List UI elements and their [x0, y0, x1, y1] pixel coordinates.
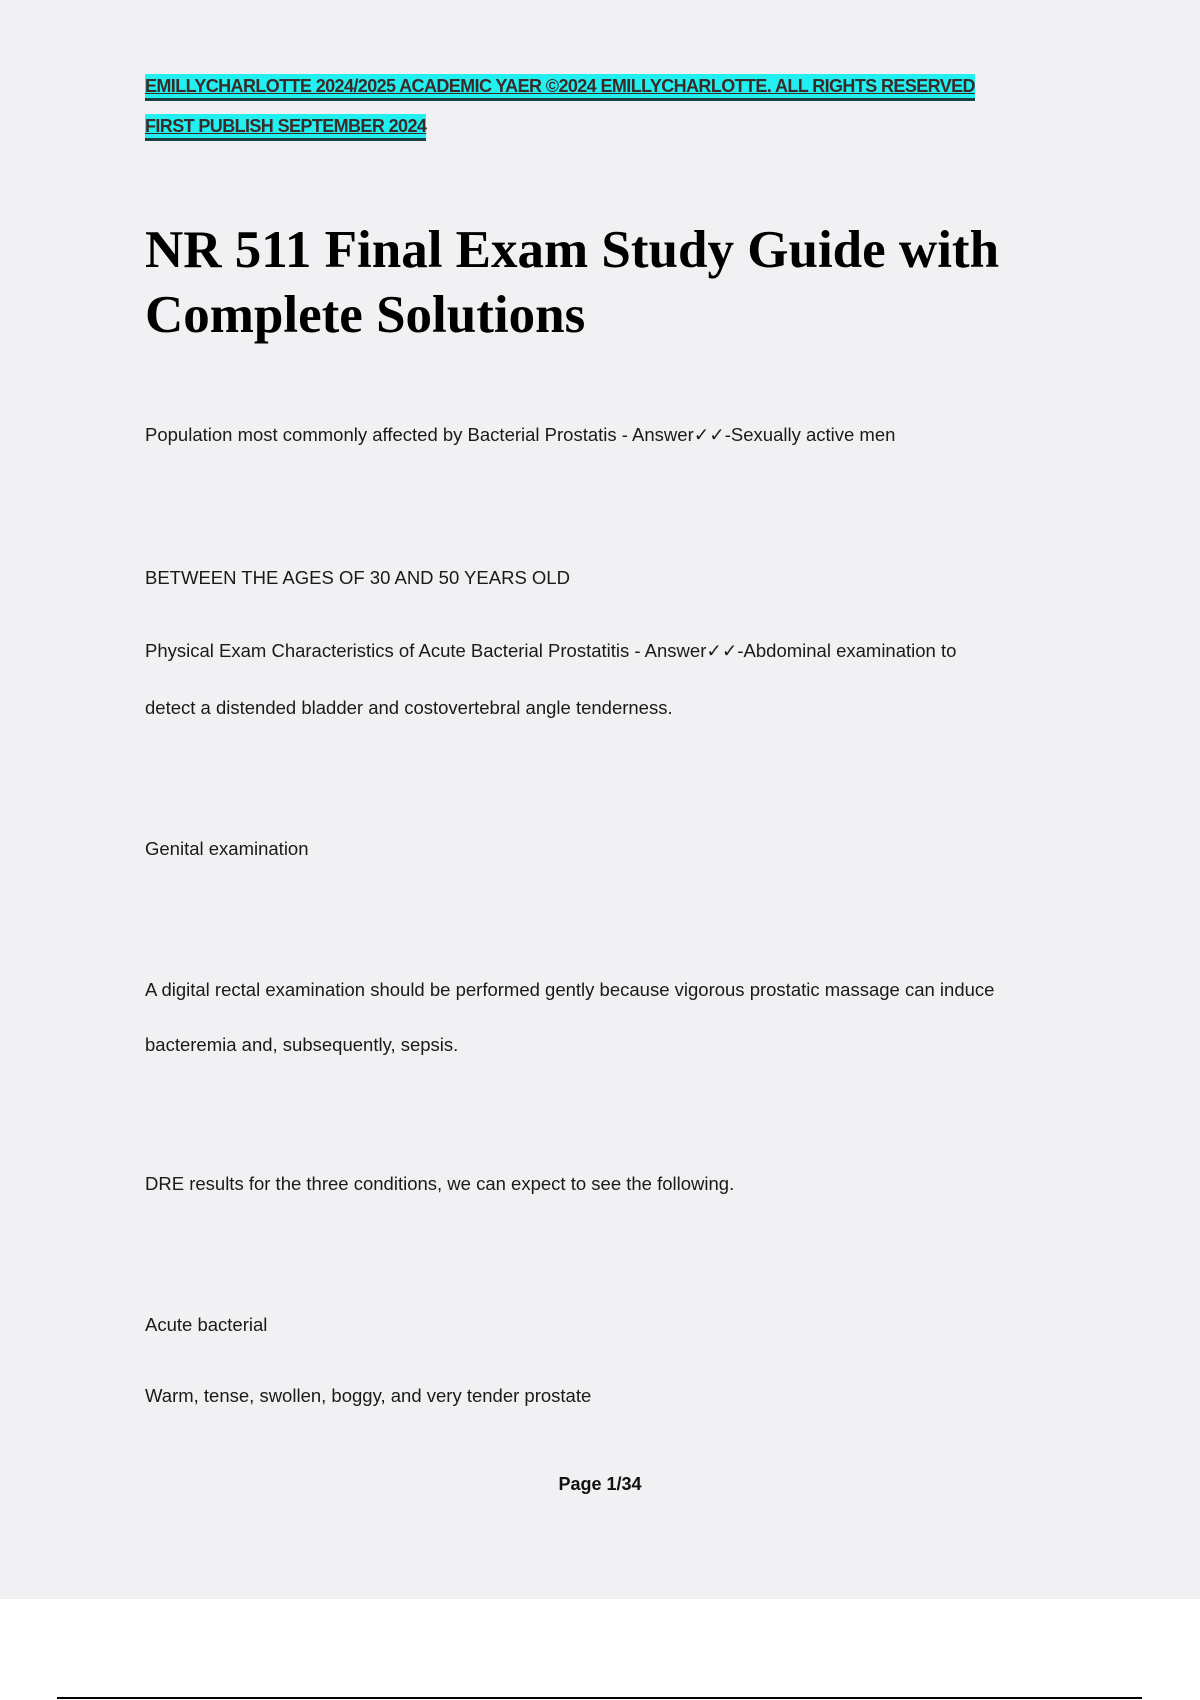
page-number: Page 1/34 — [558, 1474, 642, 1494]
body-paragraph: Physical Exam Characteristics of Acute Bacterial Prostatitis - Answer✓✓-Abdominal examination to — [145, 640, 957, 661]
document-title — [145, 218, 999, 348]
publish-date-line — [145, 114, 426, 138]
body-paragraph: Acute bacterial — [145, 1314, 268, 1335]
title-line: Complete Solutions — [145, 286, 586, 344]
body-paragraph: bacteremia and, subsequently, sepsis. — [145, 1034, 459, 1055]
body-paragraph: detect a distended bladder and costovertebral angle tenderness. — [145, 697, 673, 718]
page-divider — [57, 1697, 1142, 1699]
body-paragraph: Warm, tense, swollen, boggy, and very tender prostate — [145, 1385, 592, 1406]
highlighted-text: FIRST PUBLISH SEPTEMBER 2024 — [145, 116, 427, 136]
highlighted-text: EMILLYCHARLOTTE 2024/2025 ACADEMIC YAER ©2024 EMILLYCHARLOTTE. ALL RIGHTS RESERVED — [145, 76, 975, 96]
body-paragraph: DRE results for the three conditions, we can expect to see the following. — [145, 1173, 735, 1194]
title-line: NR 511 Final Exam Study Guide with — [145, 221, 1000, 279]
body-paragraph: Genital examination — [145, 838, 309, 859]
body-paragraph: BETWEEN THE AGES OF 30 AND 50 YEARS OLD — [145, 567, 570, 588]
body-paragraph: Population most commonly affected by Bacterial Prostatis - Answer✓✓-Sexually active men — [145, 424, 896, 445]
body-paragraph: A digital rectal examination should be performed gently because vigorous prostatic massage can induce — [145, 979, 995, 1000]
copyright-header-line — [145, 74, 975, 98]
